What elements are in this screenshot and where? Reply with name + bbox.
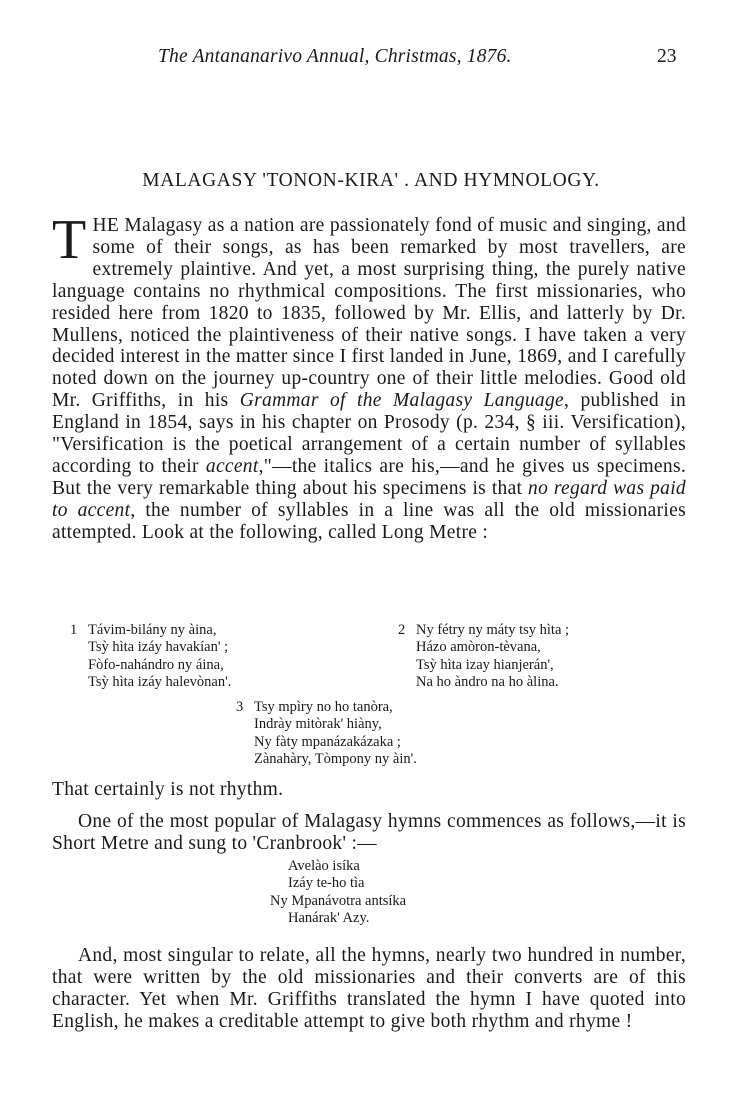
hymn-line: Avelào isíka: [288, 858, 360, 874]
verse-line: Tsỳ hìta izáy halevònan'.: [88, 673, 232, 690]
hymn-quote: [0, 858, 742, 927]
hymn-line: Hanárak' Azy.: [288, 909, 370, 926]
verse-line: Indrày mitòrak' hiàny,: [254, 716, 382, 733]
italic-no-regard: no regard was paid to accent: [52, 477, 686, 521]
verse-line: 1 Távim-bilány ny àina,: [70, 622, 217, 638]
verse-line: Tsỳ hìta izáy havakían' ;: [88, 639, 229, 656]
running-title: The Antananarivo Annual, Christmas, 1876.: [158, 46, 512, 67]
verse-line: Na ho àndro na ho àlina.: [416, 673, 559, 690]
paragraph-4: And, most singular to relate, all the hymns, nearly two hundred in number, that were written by the old missionaries and their converts are of this character. Yet when Mr. Griffiths translated the hymn I have quoted into English, he makes a creditable attempt to give both rhythm and rhyme !: [52, 945, 686, 1032]
paragraph-2: That certainly is not rhythm.: [52, 779, 284, 800]
verse-number: 1: [70, 622, 78, 638]
paragraph-1: [52, 209, 687, 544]
hymn-line: Ny Mpanávotra antsíka: [270, 892, 407, 909]
verse-line: Házo amòron-tèvana,: [416, 639, 541, 656]
article-title: MALAGASY 'TONON-KIRA' . AND HYMNOLOGY.: [142, 170, 600, 191]
paragraph-3: One of the most popular of Malagasy hymns commences as follows,—it is Short Metre and sung to 'Cranbrook' :—: [52, 811, 686, 854]
verse-line: Ny fàty mpanázakázaka ;: [254, 733, 401, 750]
verse-number: 3: [236, 699, 244, 715]
book-title: Grammar of the Malagasy Language: [239, 390, 564, 412]
running-head: [0, 46, 742, 72]
verse-line: Zànahàry, Tòmpony ny àin'.: [254, 750, 417, 767]
verse-2: [398, 622, 569, 691]
page-number: 23: [657, 46, 677, 67]
verse-line: 2 Ny fétry ny máty tsy hìta ;: [398, 622, 570, 638]
verse-line: 3 Tsy mpìry no ho tanòra,: [236, 699, 393, 715]
drop-cap: T: [52, 209, 87, 271]
hymn-line: Izáy te-ho tìa: [288, 875, 365, 892]
verse-number: 2: [398, 622, 406, 638]
paragraph-1-end: , the number of syllables in a line was all the old missionaries attempted. Look at the following, called Long Metre :: [52, 499, 686, 543]
verse-1: [70, 622, 231, 691]
verse-line: Tsỳ hìta izay hianjerán',: [416, 656, 554, 673]
paragraph-1-mid: , published in England in 1854, says in his chapter on Prosody (p. 234, § iii. Versification), "Versification is the poetical arrangement of a certain number of syllables according to their: [52, 390, 687, 477]
verse-line: Fòfo-nahándro ny áina,: [88, 656, 224, 673]
italic-accent: accent: [205, 455, 259, 477]
paragraph-1-mid2: ,"—the italics are his,—and he gives us specimens. But the very remarkable thing about his specimens is that: [52, 455, 687, 499]
verse-3: [236, 699, 417, 768]
paragraph-1-text: HE Malagasy as a nation are passionately fond of music and singing, and some of their songs, as has been remarked by most travellers, are extremely plaintive. And yet, a most surprising thing, the purely native language contains no rhythmical compositions. The first missionaries, who resided here from 1820 to 1835, followed by Mr. Ellis, and latterly by Dr. Mullens, noticed the plaintiveness of their native songs. I have taken a very decided interest in the matter since I first landed in June, 1869, and I carefully noted down on the journey up-country one of their little melodies. Good old Mr. Griffiths, in his: [52, 215, 686, 412]
